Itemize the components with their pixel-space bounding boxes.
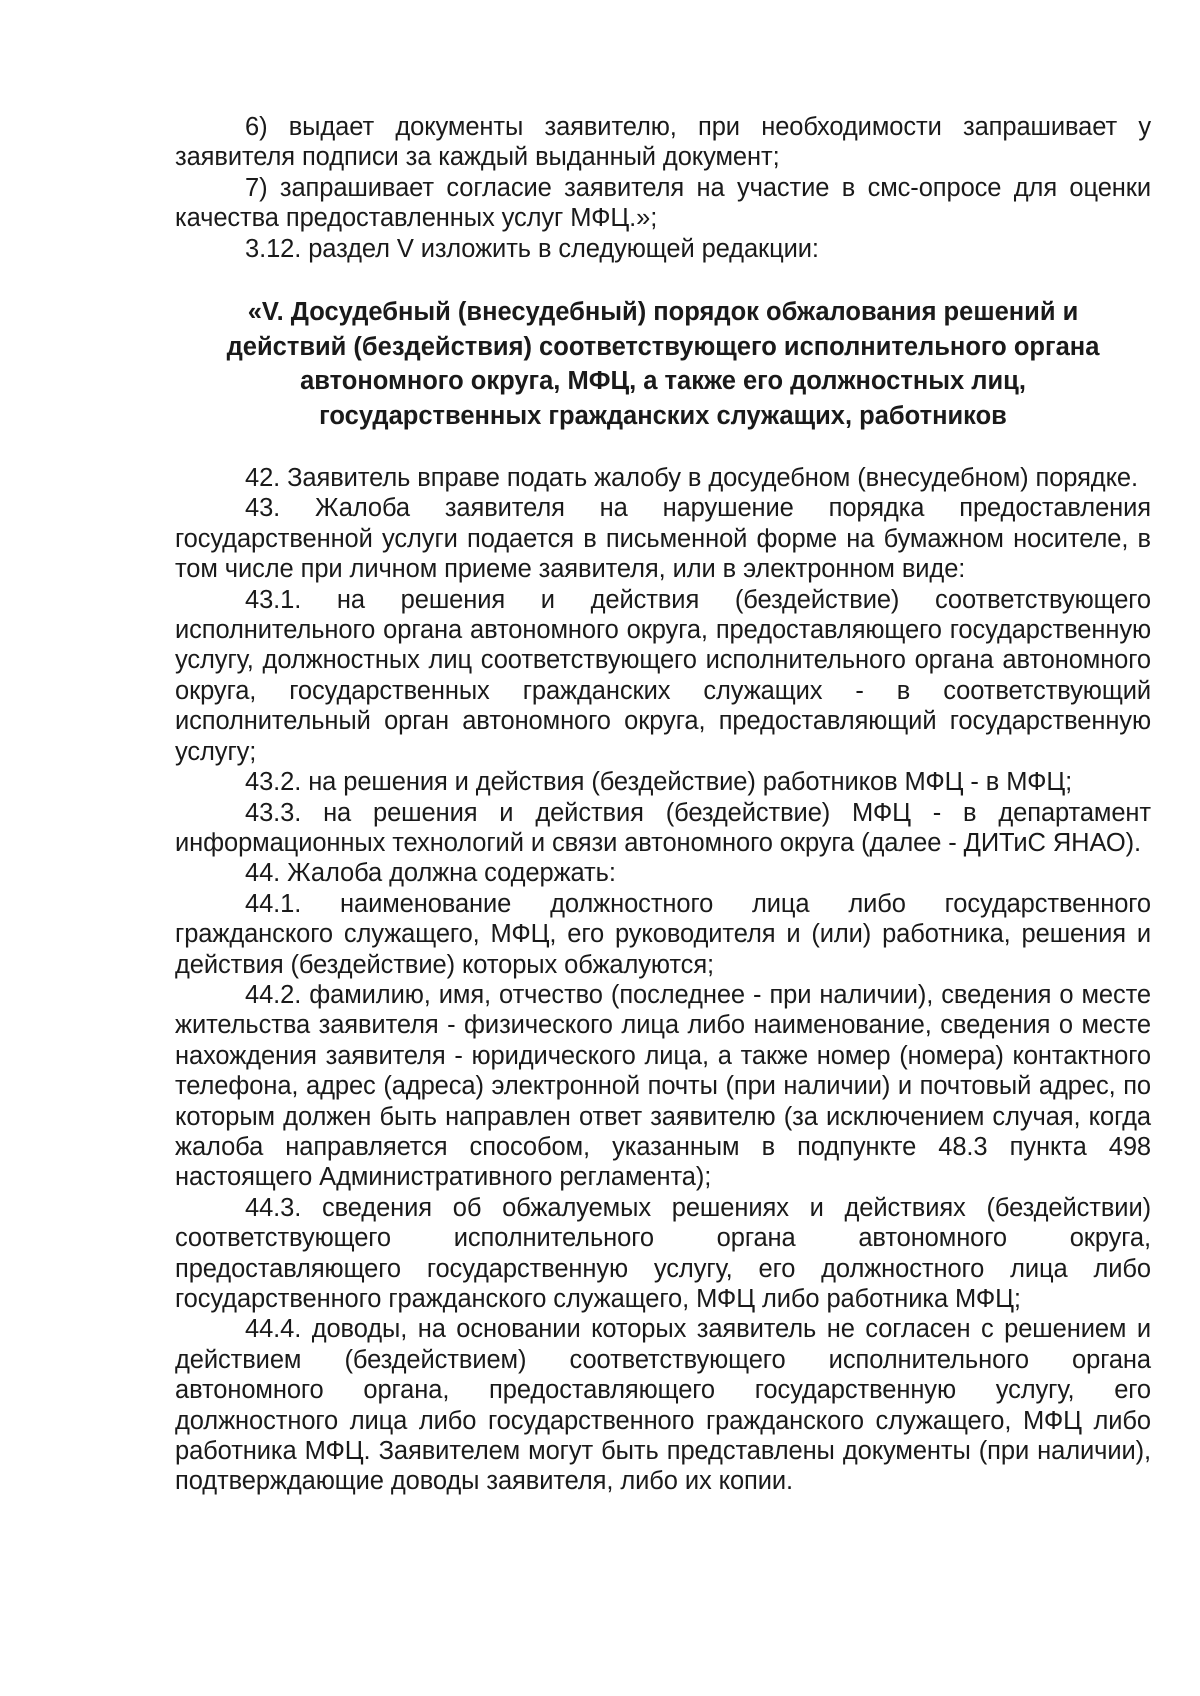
paragraph-43-2: 43.2. на решения и действия (бездействие) работников МФЦ - в МФЦ; <box>245 768 1073 797</box>
paragraph-44: 44. Жалоба должна содержать: <box>245 859 616 888</box>
paragraph-44-4: 44.4. доводы, на основании которых заявитель не согласен с решением и действием (бездействием) соответствующего исполнительного органа автономного органа, предоставляющего государственную услугу, его должностного лица либо государственного гражданского служащего, МФЦ либо работника МФЦ. Заявителем могут быть представлены документы (при наличии), подтверждающие доводы заявителя, либо их копии. <box>175 1315 1151 1496</box>
paragraph-44-2: 44.2. фамилию, имя, отчество (последнее - при наличии), сведения о месте жительства заявителя - физического лица либо наименование, сведения о месте нахождения заявителя - юридического лица, а также номер (номера) контактного телефона, адрес (адреса) электронной почты (при наличии) и почтовый адрес, по которым должен быть направлен ответ заявителю (за исключением случая, когда жалоба направляется способом, указанным в подпункте 48.3 пункта 498 настоящего Административного регламента); <box>175 980 1151 1192</box>
document-page <box>175 112 1151 1497</box>
paragraph-item-7: 7) запрашивает согласие заявителя на участие в смс-опросе для оценки качества предоставленных услуг МФЦ.»; <box>175 173 1151 233</box>
paragraph-44-1: 44.1. наименование должностного лица либо государственного гражданского служащего, МФЦ, его руководителя и (или) работника, решения и действия (бездействие) которых обжалуются; <box>175 889 1151 979</box>
paragraph-3-12: 3.12. раздел V изложить в следующей редакции: <box>245 234 819 263</box>
paragraph-44-3: 44.3. сведения об обжалуемых решениях и действиях (бездействии) соответствующего исполнительного органа автономного округа, предоставляющего государственную услугу, его должностного лица либо государственного гражданского служащего, МФЦ либо работника МФЦ; <box>175 1193 1151 1313</box>
paragraph-item-6: 6) выдает документы заявителю, при необходимости запрашивает у заявителя подписи за каждый выданный документ; <box>175 113 1151 172</box>
paragraph-43: 43. Жалоба заявителя на нарушение порядка предоставления государственной услуги подается в письменной форме на бумажном носителе, в том числе при личном приеме заявителя, или в электронном виде: <box>175 494 1151 584</box>
paragraph-43-3: 43.3. на решения и действия (бездействие) МФЦ - в департамент информационных технологий и связи автономного округа (далее - ДИТиС ЯНАО). <box>175 798 1151 857</box>
section-v-heading: «V. Досудебный (внесудебный) порядок обжалования решений и действий (бездействия) соответствующего исполнительного органа автономного округа, МФЦ, а также его должностных лиц, государственных гражданских служащих, работников <box>226 298 1100 430</box>
paragraph-42: 42. Заявитель вправе подать жалобу в досудебном (внесудебном) порядке. <box>245 464 1138 493</box>
paragraph-43-1: 43.1. на решения и действия (бездействие) соответствующего исполнительного органа автономного округа, предоставляющего государственную услугу, должностных лиц соответствующего исполнительного органа автономного округа, государственных гражданских служащих - в соответствующий исполнительный орган автономного округа, предоставляющий государственную услугу; <box>175 585 1151 766</box>
